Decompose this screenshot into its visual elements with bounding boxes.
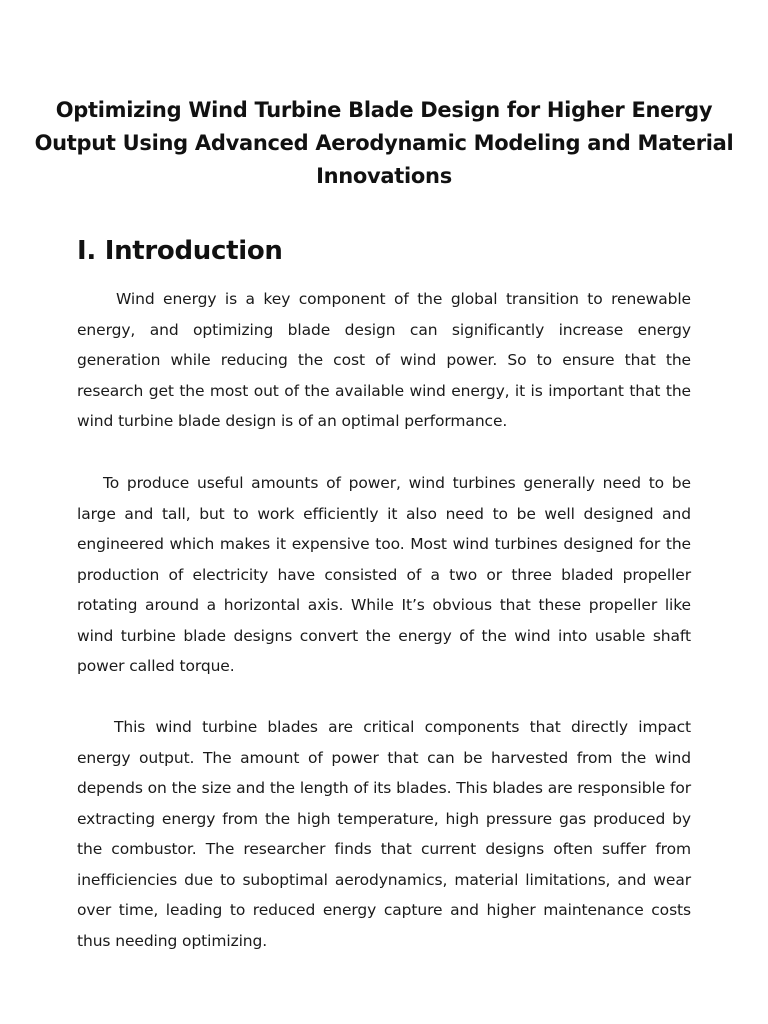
paragraph-1: Wind energy is a key component of the global transition to renewable energy, and optimizing blade design can significantly increase energy generation while reducing the cost of wind power. So to ensure that the research get the most out of the available wind energy, it is important that the wind turbine blade design is of an optimal performance. — [77, 290, 691, 430]
section-heading-introduction: I. Introduction — [77, 236, 283, 266]
paragraph-3: This wind turbine blades are critical components that directly impact energy output. The amount of power that can be harvested from the wind depends on the size and the length of its blades. This blades are responsible for extracting energy from the high temperature, high pressure gas produced by the combustor. The researcher finds that current designs often suffer from inefficiencies due to suboptimal aerodynamics, material limitations, and wear over time, leading to reduced energy capture and higher maintenance costs thus needing optimizing. — [77, 718, 691, 950]
document-title: Optimizing Wind Turbine Blade Design for Higher Energy Output Using Advanced Aerodynamic Modeling and Material Innovations — [34, 98, 734, 188]
paragraph-2: To produce useful amounts of power, wind turbines generally need to be large and tall, but to work efficiently it also need to be well designed and engineered which makes it expensive too. Most wind turbines designed for the production of electricity have consisted of a two or three bladed propeller rotating around a horizontal axis. While It’s obvious that these propeller like wind turbine blade designs convert the energy of the wind into usable shaft power called torque. — [77, 474, 691, 675]
